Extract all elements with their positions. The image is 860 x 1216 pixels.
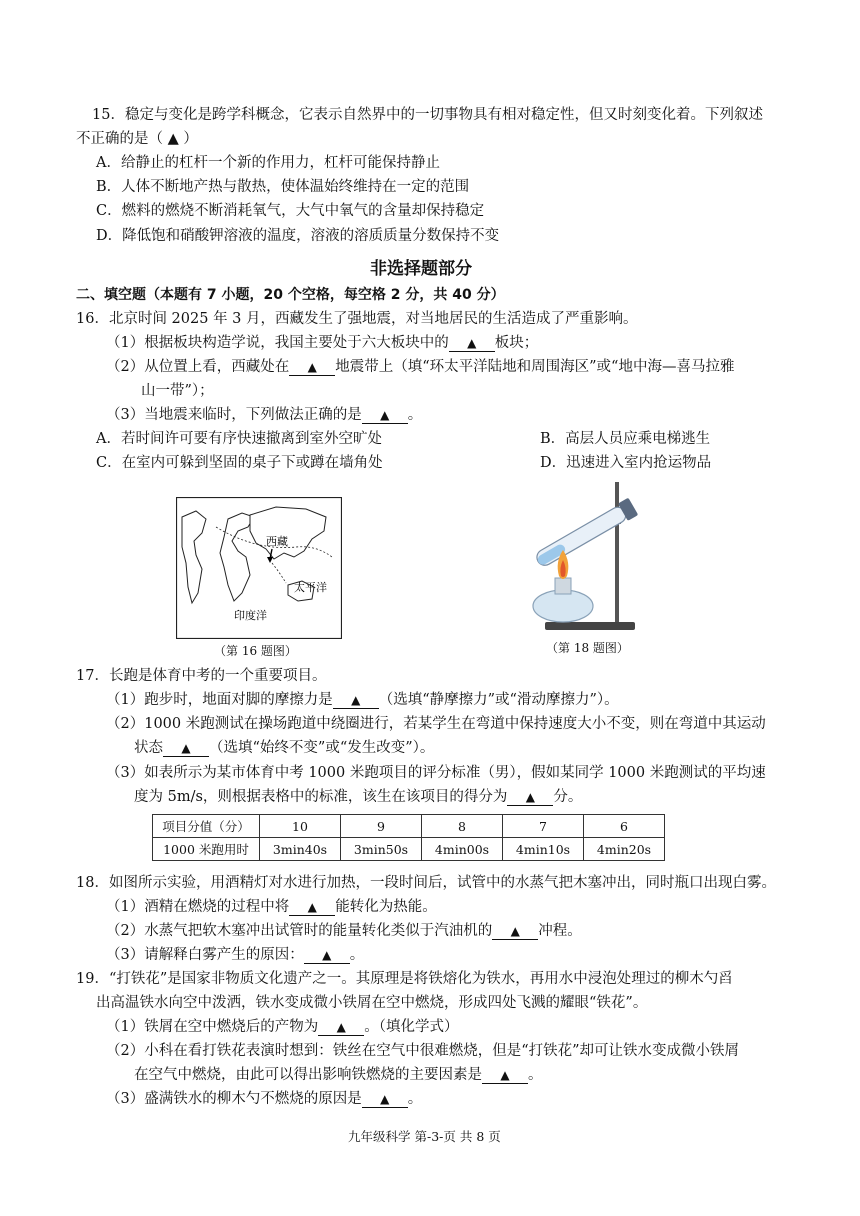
q18-sub2-text: （2）水蒸气把软木塞冲出试管时的能量转化类似于汽油机的 [106,923,493,939]
q19-sub1-tail: 。（填化学式） [364,1019,459,1035]
answer-blank[interactable] [362,407,408,424]
q15-option-d: D．降低饱和硝酸钾溶液的温度，溶液的溶质质量分数保持不变 [96,228,500,244]
score-cell: 8 [422,815,503,838]
answer-blank[interactable] [304,947,350,964]
q16-sub1 [106,332,538,354]
answer-blank[interactable] [482,1067,528,1084]
q17-sub2-line1: （2）1000 米跑测试在操场跑道中绕圈进行，若某学生在弯道中保持速度大小不变，则在弯道中其运动 [106,716,766,732]
answer-blank[interactable] [163,740,209,757]
triangle-mark: ▲ [307,900,317,914]
time-cell: 4min20s [584,838,665,861]
q16-figure-caption: （第 16 题图） [214,644,297,658]
q17-stem: 17．长跑是体育中考的一个重要项目。 [76,668,327,684]
score-cell: 9 [341,815,422,838]
answer-blank[interactable] [318,1019,364,1036]
score-cell: 10 [260,815,341,838]
table-row [153,838,665,861]
triangle-mark: ▲ [380,1092,390,1106]
q16-option-b: B．高层人员应乘电梯逃生 [540,431,711,447]
q19-sub2-text: 在空气中燃烧，由此可以得出影响铁燃烧的主要因素是 [134,1067,482,1083]
map-label-tibet: 西藏 [266,535,288,548]
q19-sub2-line1: （2）小科在看打铁花表演时想到：铁丝在空气中很难燃烧，但是“打铁花”却可让铁水变成微小铁屑 [106,1043,740,1059]
scoring-table [152,814,665,861]
triangle-mark: ▲ [322,948,332,962]
q17-sub3-line1: （3）如表所示为某市体育中考 1000 米跑项目的评分标准（男），假如某同学 1000 米跑测试的平均速 [106,765,766,781]
page-footer: 九年级科学 第-3-页 共 8 页 [348,1129,501,1144]
q18-sub1-text: （1）酒精在燃烧的过程中将 [106,899,290,915]
q16-option-a: A．若时间许可要有序快速撤离到室外空旷处 [96,431,382,447]
q15-option-c: C．燃料的燃烧不断消耗氧气，大气中氧气的含量却保持稳定 [96,203,485,219]
q19-sub2-line2 [134,1064,543,1086]
triangle-mark: ▲ [181,741,191,755]
q15-line2: 不正确的是（ ▲ ） [76,131,198,147]
q18-sub1-tail: 能转化为热能。 [335,899,437,915]
answer-blank[interactable] [289,899,335,916]
answer-blank[interactable] [492,923,538,940]
q17-sub1-tail: （选填“静摩擦力”或“滑动摩擦力”）。 [378,692,619,708]
q17-sub1 [106,689,619,711]
q18-sub3 [106,944,364,966]
q19-sub3 [106,1088,422,1110]
q19-sub3-text: （3）盛满铁水的柳木勺不燃烧的原因是 [106,1091,362,1107]
q15-option-a: A．给静止的杠杆一个新的作用力，杠杆可能保持静止 [96,155,440,171]
answer-blank[interactable] [362,1091,408,1108]
map-label-indian: 印度洋 [234,609,267,622]
time-cell: 4min00s [422,838,503,861]
time-cell: 3min50s [341,838,422,861]
q16-sub3 [106,404,422,426]
world-map-figure [176,497,342,639]
q18-sub1 [106,896,437,918]
q16-sub2 [106,356,734,378]
score-cell: 7 [503,815,584,838]
q16-sub2-tail: 地震带上（填“环太平洋陆地和周围海区”或“地中海—喜马拉雅 [335,359,735,375]
q17-sub2-tail: （选填“始终不变”或“发生改变”）。 [209,740,435,756]
q18-figure-caption: （第 18 题图） [546,641,629,655]
q16-option-d: D．迅速进入室内抢运物品 [540,455,712,471]
q17-sub3-line2 [134,786,582,808]
q18-sub2-tail: 冲程。 [538,923,582,939]
q16-sub3-text: （3）当地震来临时，下列做法正确的是 [106,407,362,423]
q19-sub1-text: （1）铁屑在空中燃烧后的产物为 [106,1019,319,1035]
q17-sub3-tail: 分。 [553,789,583,805]
q17-sub2-line2 [134,737,434,759]
q18-stem: 18．如图所示实验，用酒精灯对水进行加热，一段时间后，试管中的水蒸气把木塞冲出，同时瓶口出现白雾。 [76,875,776,891]
q18-sub3-text: （3）请解释白雾产生的原因： [106,947,304,963]
triangle-mark: ▲ [500,1068,510,1082]
table-header-cell: 1000 米跑用时 [153,838,260,861]
q16-sub2-text: （2）从位置上看，西藏处在 [106,359,290,375]
q16-sub3-tail: 。 [407,407,423,423]
q19-sub2-tail: 。 [528,1067,543,1083]
answer-blank[interactable] [507,789,553,806]
answer-blank[interactable] [289,359,335,376]
triangle-mark: ▲ [351,693,361,707]
q15-line1: 15．稳定与变化是跨学科概念，它表示自然界中的一切事物具有相对稳定性，但又时刻变化着。下列叙述 [92,107,763,123]
q16-sub1-tail: 板块； [494,335,539,351]
q15-option-b: B．人体不断地产热与散热，使体温始终维持在一定的范围 [96,179,470,195]
q19-stem-line1: 19．“打铁花”是国家非物质文化遗产之一。其原理是将铁熔化为铁水，再用水中浸泡处理过的柳木勺舀 [76,971,733,987]
q16-sub1-text: （1）根据板块构造学说，我国主要处于六大板块中的 [106,335,449,351]
q17-sub3-text: 度为 5m/s，则根据表格中的标准，该生在该项目的得分为 [134,789,508,805]
table-header-cell: 项目分值（分） [153,815,260,838]
q16-option-c: C．在室内可躲到坚固的桌子下或蹲在墙角处 [96,455,383,471]
score-cell: 6 [584,815,665,838]
triangle-mark: ▲ [307,360,317,374]
q18-sub3-tail: 。 [349,947,365,963]
section-title: 非选择题部分 [370,259,472,279]
time-cell: 4min10s [503,838,584,861]
q19-stem-line2: 出高温铁水向空中泼洒，铁水变成微小铁屑在空中燃烧，形成四处飞溅的耀眼“铁花”。 [96,995,648,1011]
map-label-pacific: 太平洋 [294,581,327,594]
q18-sub2 [106,920,582,942]
q16-stem: 16．北京时间 2025 年 3 月，西藏发生了强地震，对当地居民的生活造成了严重影响。 [76,311,638,327]
q19-sub3-tail: 。 [407,1091,423,1107]
time-cell: 3min40s [260,838,341,861]
table-row [153,815,665,838]
q17-sub1-text: （1）跑步时，地面对脚的摩擦力是 [106,692,333,708]
part2-heading: 二、填空题（本题有 7 小题，20 个空格，每空格 2 分，共 40 分） [76,287,505,303]
answer-blank[interactable] [333,692,379,709]
q16-sub2-line2: 山一带”）； [141,383,214,399]
triangle-mark: ▲ [510,924,520,938]
triangle-mark: ▲ [525,790,536,804]
answer-blank[interactable] [449,335,495,352]
q19-sub1 [106,1016,458,1038]
triangle-mark: ▲ [467,336,477,350]
alcohol-lamp-apparatus-figure [505,478,655,634]
triangle-mark: ▲ [380,408,390,422]
triangle-mark: ▲ [336,1020,346,1034]
q17-sub2-text: 状态 [134,740,163,756]
